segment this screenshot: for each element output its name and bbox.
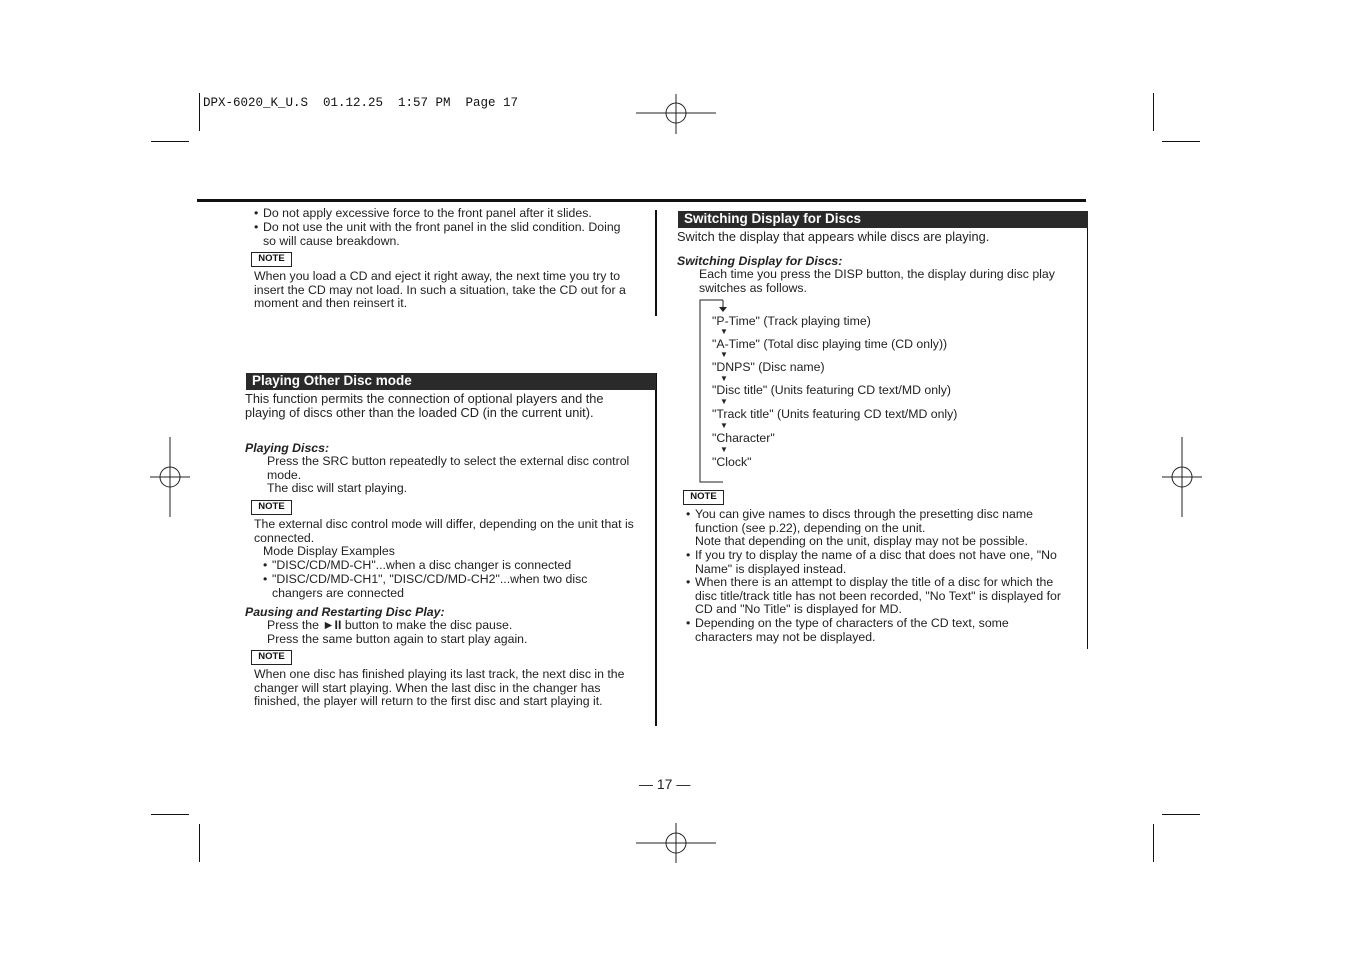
section-title-playing-other-disc: Playing Other Disc mode [246,373,656,390]
note-label: NOTE [251,650,292,665]
arrow-down-icon: ▼ [720,445,728,454]
list-item: • Do not apply excessive force to the front panel after it slides. [254,206,592,220]
flow-item-a-time: "A-Time" (Total disc playing time (CD only)) [712,337,948,351]
list-item: • "DISC/CD/MD-CH"...when a disc changer is connected [263,558,572,572]
list-item: • Do not use the unit with the front panel in the slid condition. Doing so will cause breakdown. [254,220,621,248]
note-label: NOTE [683,490,724,505]
sub-heading-playing-discs: Playing Discs: [245,441,330,455]
list-item: • If you try to display the name of a disc that does not have one, "No Name" is displayed instead. [686,548,1057,576]
note-text: The external disc control mode will differ, depending on the unit that is connected. [254,517,634,545]
flow-item-p-time: "P-Time" (Track playing time) [712,314,871,328]
note-text: When you load a CD and eject it right away, the next time you try to insert the CD may not load. In such a situation, take the CD out for a moment and then reinsert it. [254,269,626,311]
flow-item-disc-title: "Disc title" (Units featuring CD text/MD only) [712,383,952,397]
crop-mark [199,824,200,862]
crop-mark [199,93,200,131]
pause-step: Press the ►II button to make the disc pause. [267,618,513,632]
crop-mark [151,141,189,142]
step-result: The disc will start playing. [267,481,408,495]
flow-item-dnps: "DNPS" (Disc name) [712,360,825,374]
arrow-down-icon: ▼ [720,397,728,406]
crop-mark [1153,93,1154,131]
section-intro: This function permits the connection of optional players and the playing of discs other than the loaded CD (in the current unit). [245,391,604,420]
pause-step-2: Press the same button again to start play again. [267,632,528,646]
flow-item-track-title: "Track title" (Units featuring CD text/MD only) [712,407,958,421]
arrow-down-icon: ▼ [720,350,728,359]
section-title-switching-display: Switching Display for Discs [678,211,1088,228]
list-item: • When there is an attempt to display the title of a disc for which the disc title/track title has not been recorded, "No Text" is displayed for CD and "No Title" is displayed for MD. [686,575,1061,617]
list-item: • Depending on the type of characters of the CD text, some characters may not be displayed. [686,616,1009,644]
arrow-down-icon: ▼ [720,421,728,430]
mode-display-label: Mode Display Examples [263,544,395,558]
flow-item-clock: "Clock" [712,455,752,469]
arrow-down-icon: ▼ [720,327,728,336]
sub-heading-switching: Switching Display for Discs: [677,254,843,268]
registration-mark-top [636,76,716,156]
flow-item-character: "Character" [712,431,775,445]
arrow-down-icon: ▼ [720,374,728,383]
crop-mark [1162,814,1200,815]
note-text: When one disc has finished playing its last track, the next disc in the changer will start playing. When the last disc in the changer has finished, the player will return to the first disc and start playing it. [254,667,625,709]
registration-mark-right [1142,437,1222,517]
registration-mark-left [130,437,210,517]
crop-mark [1153,824,1154,862]
list-item: • You can give names to discs through the presetting disc name function (see p.22), depending on the unit. Note that depending on the unit, display may not be possible. [686,507,1033,549]
crop-mark [1162,141,1200,142]
list-item: • "DISC/CD/MD-CH1", "DISC/CD/MD-CH2"...when two disc changers are connected [263,572,588,600]
top-rule [197,199,1086,202]
crop-mark [151,814,189,815]
print-header: DPX-6020_K_U.S 01.12.25 1:57 PM Page 17 [203,96,519,110]
column-divider [1087,211,1088,649]
play-pause-icon: ►II [322,618,342,632]
column-divider [655,210,657,316]
section-intro: Switch the display that appears while discs are playing. [677,229,990,244]
step-text: Each time you press the DISP button, the display during disc play switches as follows. [699,267,1055,295]
column-divider [655,373,657,726]
page-number: — 17 — [639,776,691,792]
registration-mark-bottom [636,805,716,885]
step-text: Press the SRC button repeatedly to select the external disc control mode. [267,454,630,482]
sub-heading-pausing: Pausing and Restarting Disc Play: [245,605,445,619]
note-label: NOTE [251,252,292,267]
note-label: NOTE [251,500,292,515]
